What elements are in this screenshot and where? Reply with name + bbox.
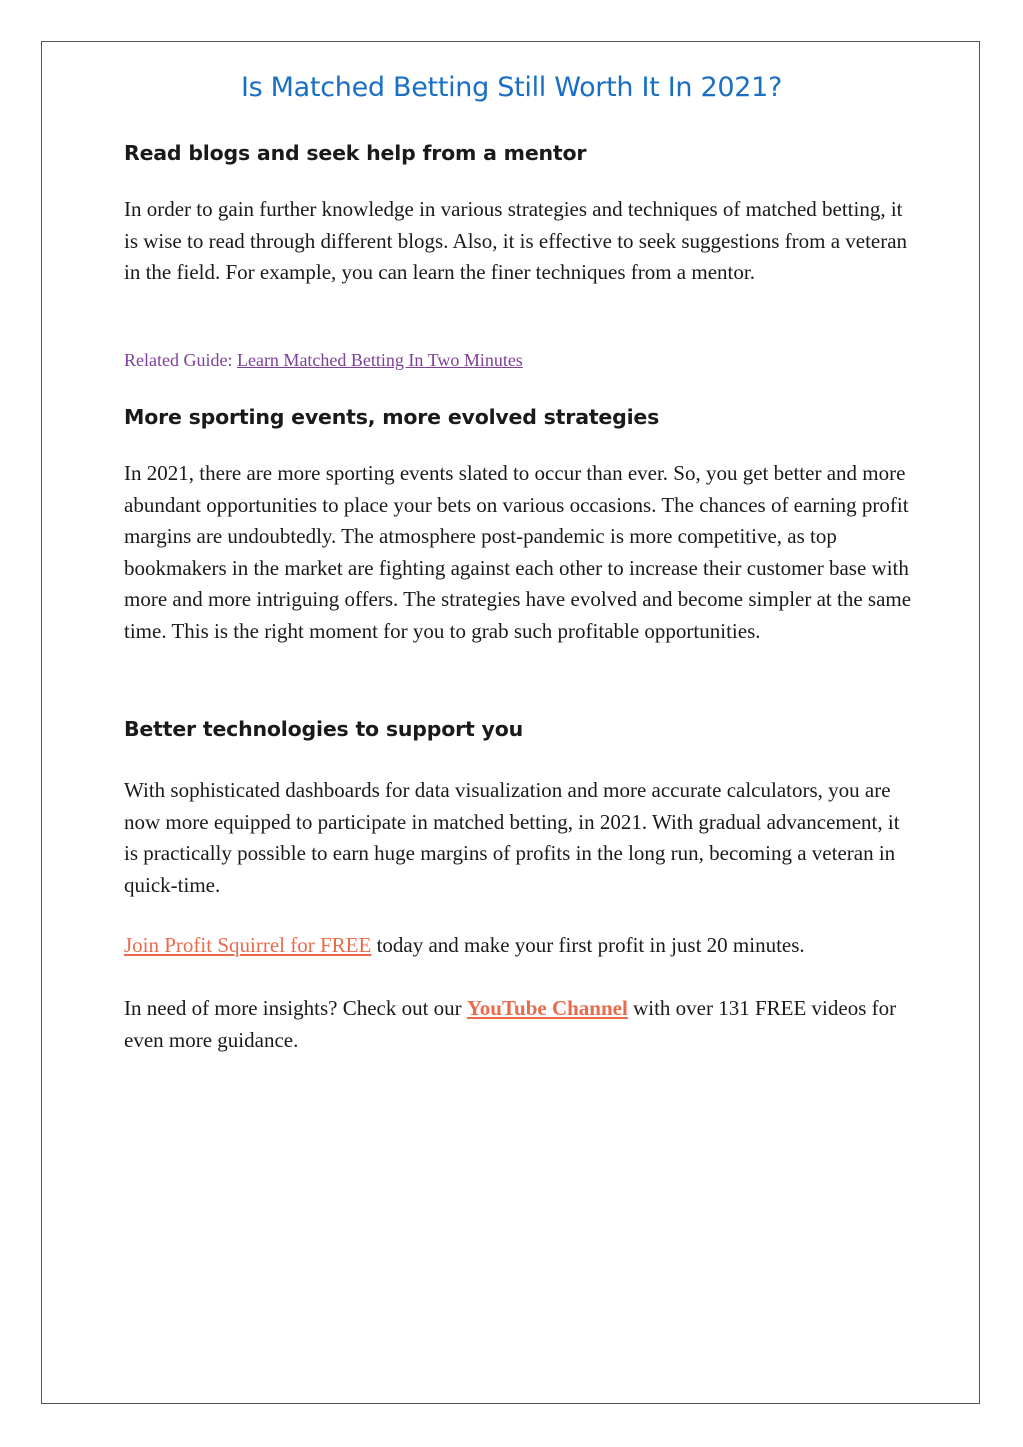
related-guide — [124, 348, 523, 372]
cta-paragraph — [124, 930, 914, 962]
section-heading-technologies: Better technologies to support you — [124, 717, 523, 741]
closing-text-before: In need of more insights? Check out our — [124, 996, 467, 1020]
cta-text: today and make your first profit in just 20 minutes. — [371, 933, 805, 957]
section-paragraph-blogs: In order to gain further knowledge in various strategies and techniques of matched betting, it is wise to read through different blogs. Also, it is effective to seek suggestions from a veteran in the field. For example, you can learn the finer techniques from a mentor. — [124, 197, 908, 285]
join-profit-squirrel-link[interactable]: Join Profit Squirrel for FREE — [124, 933, 372, 957]
document-title: Is Matched Betting Still Worth It In 2021? — [240, 72, 783, 103]
section-paragraph-sporting-events: In 2021, there are more sporting events slated to occur than ever. So, you get better and more abundant opportunities to place your bets on various occasions. The chances of earning profit margins are undoubtedly. The atmosphere post-pandemic is more competitive, as top bookmakers in the market are fighting against each other to increase their customer base with more and more intriguing offers. The strategies have evolved and become simpler at the same time. This is the right moment for you to grab such profitable opportunities. — [124, 461, 912, 643]
related-guide-link[interactable]: Learn Matched Betting In Two Minutes — [236, 350, 523, 370]
section-paragraph-technologies: With sophisticated dashboards for data visualization and more accurate calculators, you are now more equipped to participate in matched betting, in 2021. With gradual advancement, it is practically possible to earn huge margins of profits in the long run, becoming a veteran in quick-time. — [124, 778, 900, 897]
related-guide-prefix: Related Guide: — [124, 350, 237, 370]
section-heading-blogs: Read blogs and seek help from a mentor — [124, 141, 587, 165]
section-heading-sporting-events: More sporting events, more evolved strategies — [124, 405, 660, 429]
closing-paragraph — [124, 993, 914, 1056]
closing-text-after: with over 131 FREE videos for even more guidance. — [124, 996, 897, 1052]
youtube-channel-link[interactable]: YouTube Channel — [466, 996, 628, 1020]
